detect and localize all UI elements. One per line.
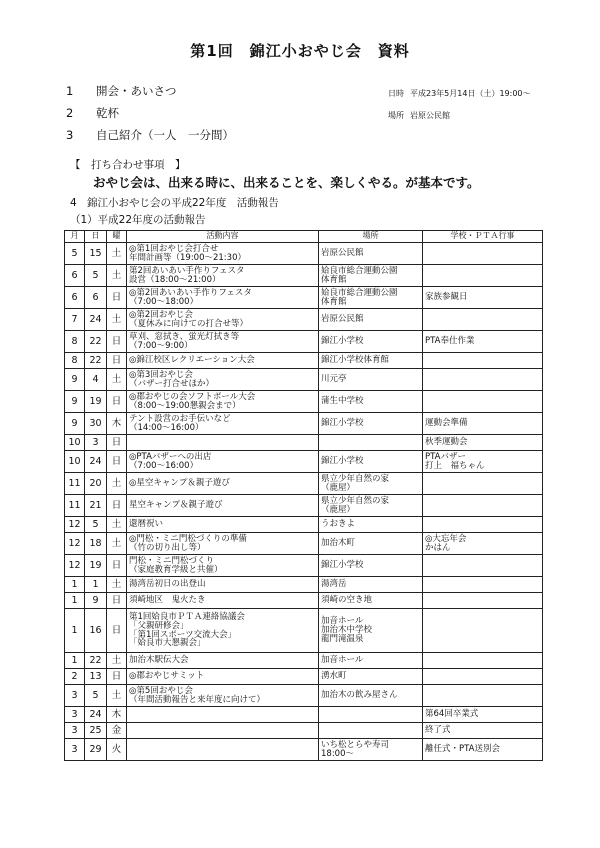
- cell-activity-line: （7:00～9:00）: [129, 340, 193, 351]
- agenda-item-text: 開会・あいさつ: [96, 84, 177, 98]
- cell-weekday: 日: [107, 435, 127, 451]
- cell-month: 9: [65, 391, 85, 413]
- cell-activity-line: ◎第2回あいあい手作りフェスタ: [129, 287, 252, 298]
- cell-place-line: 岩原公民館: [321, 248, 364, 259]
- cell-activity-line: （14:00～16:00）: [129, 422, 204, 433]
- cell-month: 12: [65, 533, 85, 555]
- cell-weekday: 木: [107, 707, 127, 723]
- cell-weekday: 日: [107, 353, 127, 369]
- header-activity: 活動内容: [127, 231, 319, 243]
- cell-weekday: 日: [107, 331, 127, 353]
- cell-place: [319, 243, 423, 265]
- cell-month: 8: [65, 353, 85, 369]
- cell-school-event: [423, 577, 543, 593]
- cell-month: 5: [65, 243, 85, 265]
- cell-place: [319, 723, 423, 739]
- place-label: 場所: [388, 110, 404, 120]
- cell-month: 3: [65, 739, 85, 761]
- cell-activity: [127, 265, 319, 287]
- cell-weekday: 日: [107, 669, 127, 685]
- cell-place: [319, 309, 423, 331]
- section-4-number: 4: [70, 197, 77, 209]
- table-row: [65, 533, 543, 555]
- cell-school-event: [423, 685, 543, 707]
- agenda-item-text: 自己紹介（一人 一分間）: [96, 128, 234, 142]
- cell-weekday: 土: [107, 577, 127, 593]
- cell-activity-line: 「姶良市大懇親会」: [129, 638, 206, 649]
- cell-day: 20: [85, 473, 107, 495]
- cell-activity: [127, 533, 319, 555]
- cell-activity-line: 「第1回スポーツ交流大会」: [129, 629, 237, 640]
- cell-school-event: [423, 309, 543, 331]
- cell-day: 19: [85, 555, 107, 577]
- cell-activity-line: （年間活動報告と来年度に向けて）: [129, 694, 266, 705]
- cell-school-event-line: 秋季運動会: [425, 437, 468, 448]
- cell-place-line: 加音ホール: [321, 655, 364, 666]
- cell-day: 3: [85, 435, 107, 451]
- cell-day: 24: [85, 309, 107, 331]
- agenda-item: [66, 80, 234, 102]
- table-row: [65, 309, 543, 331]
- cell-activity-line: 須崎地区 鬼火たき: [129, 595, 206, 606]
- cell-school-event-line: 家族参観日: [425, 292, 468, 303]
- cell-month: 8: [65, 331, 85, 353]
- cell-place-line: 龍門滝温泉: [321, 633, 364, 644]
- cell-place: [319, 533, 423, 555]
- cell-place-line: （鹿屋）: [321, 482, 356, 493]
- cell-school-event: [423, 609, 543, 653]
- cell-school-event: [423, 495, 543, 517]
- cell-activity-line: ◎第1回おやじ会打合せ: [129, 243, 219, 254]
- cell-activity-line: 第2回あいあい手作りフェスタ: [129, 265, 245, 276]
- cell-school-event: [423, 653, 543, 669]
- cell-month: 3: [65, 723, 85, 739]
- cell-school-event: [423, 707, 543, 723]
- cell-weekday: 土: [107, 309, 127, 331]
- cell-day: 5: [85, 685, 107, 707]
- cell-month: 9: [65, 413, 85, 435]
- cell-place: [319, 287, 423, 309]
- cell-place-line: 姶良市総合運動公園: [321, 287, 398, 298]
- cell-place: [319, 653, 423, 669]
- table-row: [65, 653, 543, 669]
- agenda-item-number: 2: [66, 106, 74, 120]
- meeting-date: [388, 82, 531, 104]
- agenda-item-number: 1: [66, 84, 74, 98]
- cell-activity-line: 門松・ミニ門松づくり: [129, 555, 215, 566]
- cell-activity-line: 還暦祝い: [129, 519, 164, 530]
- cell-weekday: 土: [107, 653, 127, 669]
- cell-place-line: 加音ホール: [321, 616, 364, 627]
- cell-activity: [127, 577, 319, 593]
- table-row: [65, 391, 543, 413]
- cell-day: 22: [85, 331, 107, 353]
- cell-activity: [127, 287, 319, 309]
- cell-place: [319, 353, 423, 369]
- cell-weekday: 土: [107, 517, 127, 533]
- cell-activity-line: ◎門松・ミニ門松づくりの準備: [129, 533, 247, 544]
- cell-activity-line: （7:00～16:00）: [129, 460, 199, 471]
- cell-weekday: 金: [107, 723, 127, 739]
- cell-month: 10: [65, 435, 85, 451]
- cell-day: 16: [85, 609, 107, 653]
- cell-place-line: いち松とらや寿司: [321, 739, 390, 750]
- cell-school-event: [423, 353, 543, 369]
- cell-activity: [127, 517, 319, 533]
- agenda-item: [66, 124, 234, 146]
- cell-place-line: 県立少年自然の家: [321, 473, 390, 484]
- cell-day: 24: [85, 451, 107, 473]
- cell-activity: [127, 739, 319, 761]
- subsection-heading: （1）平成22年度の活動報告: [70, 214, 206, 226]
- cell-activity: [127, 653, 319, 669]
- cell-place: [319, 473, 423, 495]
- cell-school-event: [423, 369, 543, 391]
- cell-school-event: [423, 669, 543, 685]
- cell-school-event: [423, 287, 543, 309]
- cell-month: 1: [65, 593, 85, 609]
- cell-weekday: 土: [107, 473, 127, 495]
- cell-place: [319, 577, 423, 593]
- motto-text: おやじ会は、出来る時に、出来ることを、楽しくやる。が基本です。: [93, 175, 480, 190]
- header-weekday: 曜: [107, 231, 127, 243]
- cell-activity: [127, 391, 319, 413]
- cell-day: 6: [85, 287, 107, 309]
- cell-month: 2: [65, 669, 85, 685]
- cell-place-line: 18:00～: [321, 748, 354, 759]
- cell-weekday: 日: [107, 495, 127, 517]
- cell-place-line: 体育館: [321, 274, 347, 285]
- section-4-text: 錦江小おやじ会の平成22年度 活動報告: [87, 197, 279, 209]
- cell-school-event: [423, 331, 543, 353]
- table-body: [65, 243, 543, 761]
- cell-activity-line: （竹の切り出し等）: [129, 542, 206, 553]
- cell-activity: [127, 723, 319, 739]
- table-row: [65, 739, 543, 761]
- cell-activity-line: ◎郡おやじの会ソフトボール大会: [129, 391, 256, 402]
- cell-school-event-line: PTA奉仕作業: [425, 336, 475, 347]
- cell-place: [319, 669, 423, 685]
- cell-activity-line: 湯湾岳初日の出登山: [129, 579, 206, 590]
- cell-activity: [127, 435, 319, 451]
- cell-weekday: 日: [107, 593, 127, 609]
- cell-place: [319, 435, 423, 451]
- cell-activity: [127, 413, 319, 435]
- cell-place-line: 湧水町: [321, 671, 347, 682]
- table-row: [65, 555, 543, 577]
- cell-place: [319, 369, 423, 391]
- cell-place: [319, 609, 423, 653]
- header-day: 日: [85, 231, 107, 243]
- table-row: [65, 577, 543, 593]
- cell-day: 25: [85, 723, 107, 739]
- cell-weekday: 木: [107, 413, 127, 435]
- cell-school-event-line: 打上 福ちゃん: [425, 460, 485, 471]
- cell-school-event-line: 第64回卒業式: [425, 709, 479, 720]
- cell-school-event-line: 終了式: [425, 725, 451, 736]
- table-row: [65, 353, 543, 369]
- cell-place-line: 岩原公民館: [321, 314, 364, 325]
- cell-activity: [127, 495, 319, 517]
- cell-month: 11: [65, 473, 85, 495]
- notes-heading: 【 打ち合わせ事項 】: [70, 159, 186, 171]
- cell-weekday: 土: [107, 265, 127, 287]
- cell-place: [319, 331, 423, 353]
- cell-month: 12: [65, 555, 85, 577]
- cell-place: [319, 555, 423, 577]
- meeting-info: [388, 82, 531, 126]
- cell-activity-line: 第1回姶良市ＰＴＡ連絡協議会: [129, 611, 245, 622]
- cell-month: 6: [65, 265, 85, 287]
- cell-day: 9: [85, 593, 107, 609]
- cell-activity-line: ◎郡おやじサミット: [129, 671, 205, 682]
- cell-school-event: [423, 265, 543, 287]
- cell-activity-line: ◎第5回おやじ会: [129, 685, 193, 696]
- cell-school-event: [423, 517, 543, 533]
- cell-activity-line: （夏休みに向けての打合せ等）: [129, 318, 249, 329]
- cell-place: [319, 517, 423, 533]
- cell-activity: [127, 609, 319, 653]
- cell-activity-line: 草刈、窓拭き、蛍光灯拭き等: [129, 331, 240, 342]
- cell-weekday: 日: [107, 391, 127, 413]
- cell-day: 13: [85, 669, 107, 685]
- table-row: [65, 243, 543, 265]
- cell-activity: [127, 473, 319, 495]
- table-row: [65, 593, 543, 609]
- cell-month: 10: [65, 451, 85, 473]
- table-row: [65, 413, 543, 435]
- cell-place-line: うおきよ: [321, 519, 356, 530]
- cell-place-line: 姶良市総合運動公園: [321, 265, 398, 276]
- agenda-item: [66, 102, 234, 124]
- table-row: [65, 331, 543, 353]
- cell-activity-line: ◎錦江校区レクリエーション大会: [129, 355, 255, 366]
- cell-place: [319, 593, 423, 609]
- cell-school-event: [423, 473, 543, 495]
- cell-school-event-line: 運動会準備: [425, 418, 468, 429]
- cell-place: [319, 739, 423, 761]
- cell-activity: [127, 555, 319, 577]
- cell-school-event: [423, 593, 543, 609]
- table-row: [65, 685, 543, 707]
- cell-school-event-line: ◎大忘年会: [425, 533, 467, 544]
- cell-weekday: 土: [107, 533, 127, 555]
- cell-activity-line: （家庭教育学級と共催）: [129, 564, 223, 575]
- cell-place-line: 県立少年自然の家: [321, 495, 390, 506]
- cell-activity: [127, 593, 319, 609]
- cell-day: 22: [85, 653, 107, 669]
- table-row: [65, 473, 543, 495]
- cell-activity-line: 設営（18:00～21:00）: [129, 274, 221, 285]
- cell-school-event-line: PTAバザー: [425, 451, 466, 462]
- table-row: [65, 265, 543, 287]
- cell-activity-line: 年間計画等（19:00～21:30）: [129, 252, 246, 263]
- cell-school-event: [423, 435, 543, 451]
- cell-activity-line: ◎PTAバザーへの出店: [129, 451, 212, 462]
- cell-activity: [127, 243, 319, 265]
- table-row: [65, 517, 543, 533]
- agenda-item-number: 3: [66, 128, 74, 142]
- table-row: [65, 669, 543, 685]
- cell-activity: [127, 369, 319, 391]
- cell-day: 1: [85, 577, 107, 593]
- cell-place-line: 蒲生中学校: [321, 396, 364, 407]
- table-header-row: [65, 231, 543, 243]
- cell-day: 18: [85, 533, 107, 555]
- cell-place-line: 錦江小学校体育館: [321, 355, 390, 366]
- table-row: [65, 609, 543, 653]
- cell-school-event: [423, 739, 543, 761]
- cell-day: 19: [85, 391, 107, 413]
- cell-place: [319, 685, 423, 707]
- cell-activity-line: （バザー打合せほか）: [129, 378, 215, 389]
- header-school-event: 学校・ＰＴＡ行事: [423, 231, 543, 243]
- cell-month: 11: [65, 495, 85, 517]
- date-value: 平成23年5月14日（土）19:00～: [410, 88, 531, 98]
- table-row: [65, 451, 543, 473]
- cell-place: [319, 451, 423, 473]
- cell-month: 9: [65, 369, 85, 391]
- cell-place: [319, 391, 423, 413]
- cell-place-line: 加治木の飲み屋さん: [321, 690, 398, 701]
- table-row: [65, 287, 543, 309]
- cell-place-line: 川元亭: [321, 374, 347, 385]
- date-label: 日時: [388, 88, 404, 98]
- cell-place: [319, 413, 423, 435]
- cell-day: 15: [85, 243, 107, 265]
- cell-day: 5: [85, 517, 107, 533]
- agenda-item-text: 乾杯: [96, 106, 119, 120]
- cell-day: 22: [85, 353, 107, 369]
- cell-activity-line: 「父親研修会」: [129, 620, 189, 631]
- cell-activity: [127, 707, 319, 723]
- cell-place-line: 錦江小学校: [321, 456, 364, 467]
- cell-weekday: 日: [107, 451, 127, 473]
- cell-activity: [127, 331, 319, 353]
- cell-activity: [127, 451, 319, 473]
- cell-school-event-line: かはん: [425, 542, 451, 553]
- cell-activity: [127, 353, 319, 369]
- cell-school-event: [423, 451, 543, 473]
- cell-place-line: （鹿屋）: [321, 504, 356, 515]
- cell-activity-line: 加治木駅伝大会: [129, 655, 189, 666]
- cell-school-event: [423, 413, 543, 435]
- header-place: 場所: [319, 231, 423, 243]
- cell-day: 29: [85, 739, 107, 761]
- cell-activity-line: ◎第3回おやじ会: [129, 369, 193, 380]
- cell-weekday: 土: [107, 685, 127, 707]
- cell-month: 1: [65, 609, 85, 653]
- cell-activity-line: テント設営のお手伝いなど: [129, 413, 231, 424]
- activity-table: [64, 230, 543, 761]
- meeting-place: [388, 104, 531, 126]
- cell-month: 7: [65, 309, 85, 331]
- table-row: [65, 723, 543, 739]
- table-row: [65, 707, 543, 723]
- cell-school-event: [423, 555, 543, 577]
- cell-school-event: [423, 243, 543, 265]
- cell-school-event: [423, 391, 543, 413]
- cell-weekday: 土: [107, 243, 127, 265]
- cell-weekday: 日: [107, 287, 127, 309]
- cell-day: 30: [85, 413, 107, 435]
- cell-place-line: 加治木町: [321, 538, 356, 549]
- cell-day: 4: [85, 369, 107, 391]
- cell-place: [319, 265, 423, 287]
- cell-activity-line: （7:00～18:00）: [129, 296, 199, 307]
- cell-place-line: 錦江小学校: [321, 418, 364, 429]
- cell-month: 3: [65, 685, 85, 707]
- cell-day: 24: [85, 707, 107, 723]
- cell-month: 12: [65, 517, 85, 533]
- table-row: [65, 369, 543, 391]
- cell-place-line: 体育館: [321, 296, 347, 307]
- cell-activity-line: ◎星空キャンプ＆親子遊び: [129, 478, 230, 489]
- cell-place: [319, 495, 423, 517]
- cell-activity-line: （8:00～19:00懇親会まで）: [129, 400, 241, 411]
- cell-school-event: [423, 723, 543, 739]
- cell-month: 1: [65, 653, 85, 669]
- cell-place-line: 須崎の空き地: [321, 595, 373, 606]
- cell-place-line: 錦江小学校: [321, 336, 364, 347]
- cell-school-event-line: 離任式・PTA送別会: [425, 744, 500, 755]
- cell-day: 5: [85, 265, 107, 287]
- section-4-heading: [70, 195, 279, 210]
- table-row: [65, 495, 543, 517]
- cell-weekday: 火: [107, 739, 127, 761]
- agenda-list: [66, 80, 234, 146]
- cell-month: 6: [65, 287, 85, 309]
- cell-weekday: 日: [107, 555, 127, 577]
- header-month: 月: [65, 231, 85, 243]
- cell-month: 3: [65, 707, 85, 723]
- place-value: 岩原公民館: [410, 110, 450, 120]
- cell-activity: [127, 685, 319, 707]
- cell-place: [319, 707, 423, 723]
- cell-place-line: 錦江小学校: [321, 560, 364, 571]
- cell-school-event: [423, 533, 543, 555]
- document-title: 第1回 錦江小おやじ会 資料: [190, 42, 410, 60]
- cell-month: 1: [65, 577, 85, 593]
- cell-activity-line: 星空キャンプ＆親子遊び: [129, 500, 223, 511]
- cell-place-line: 湯湾岳: [321, 579, 347, 590]
- cell-weekday: 日: [107, 609, 127, 653]
- cell-activity-line: ◎第2回おやじ会: [129, 309, 193, 320]
- cell-place-line: 加治木中学校: [321, 625, 373, 636]
- cell-activity: [127, 309, 319, 331]
- table-row: [65, 435, 543, 451]
- cell-weekday: 土: [107, 369, 127, 391]
- cell-activity: [127, 669, 319, 685]
- cell-day: 21: [85, 495, 107, 517]
